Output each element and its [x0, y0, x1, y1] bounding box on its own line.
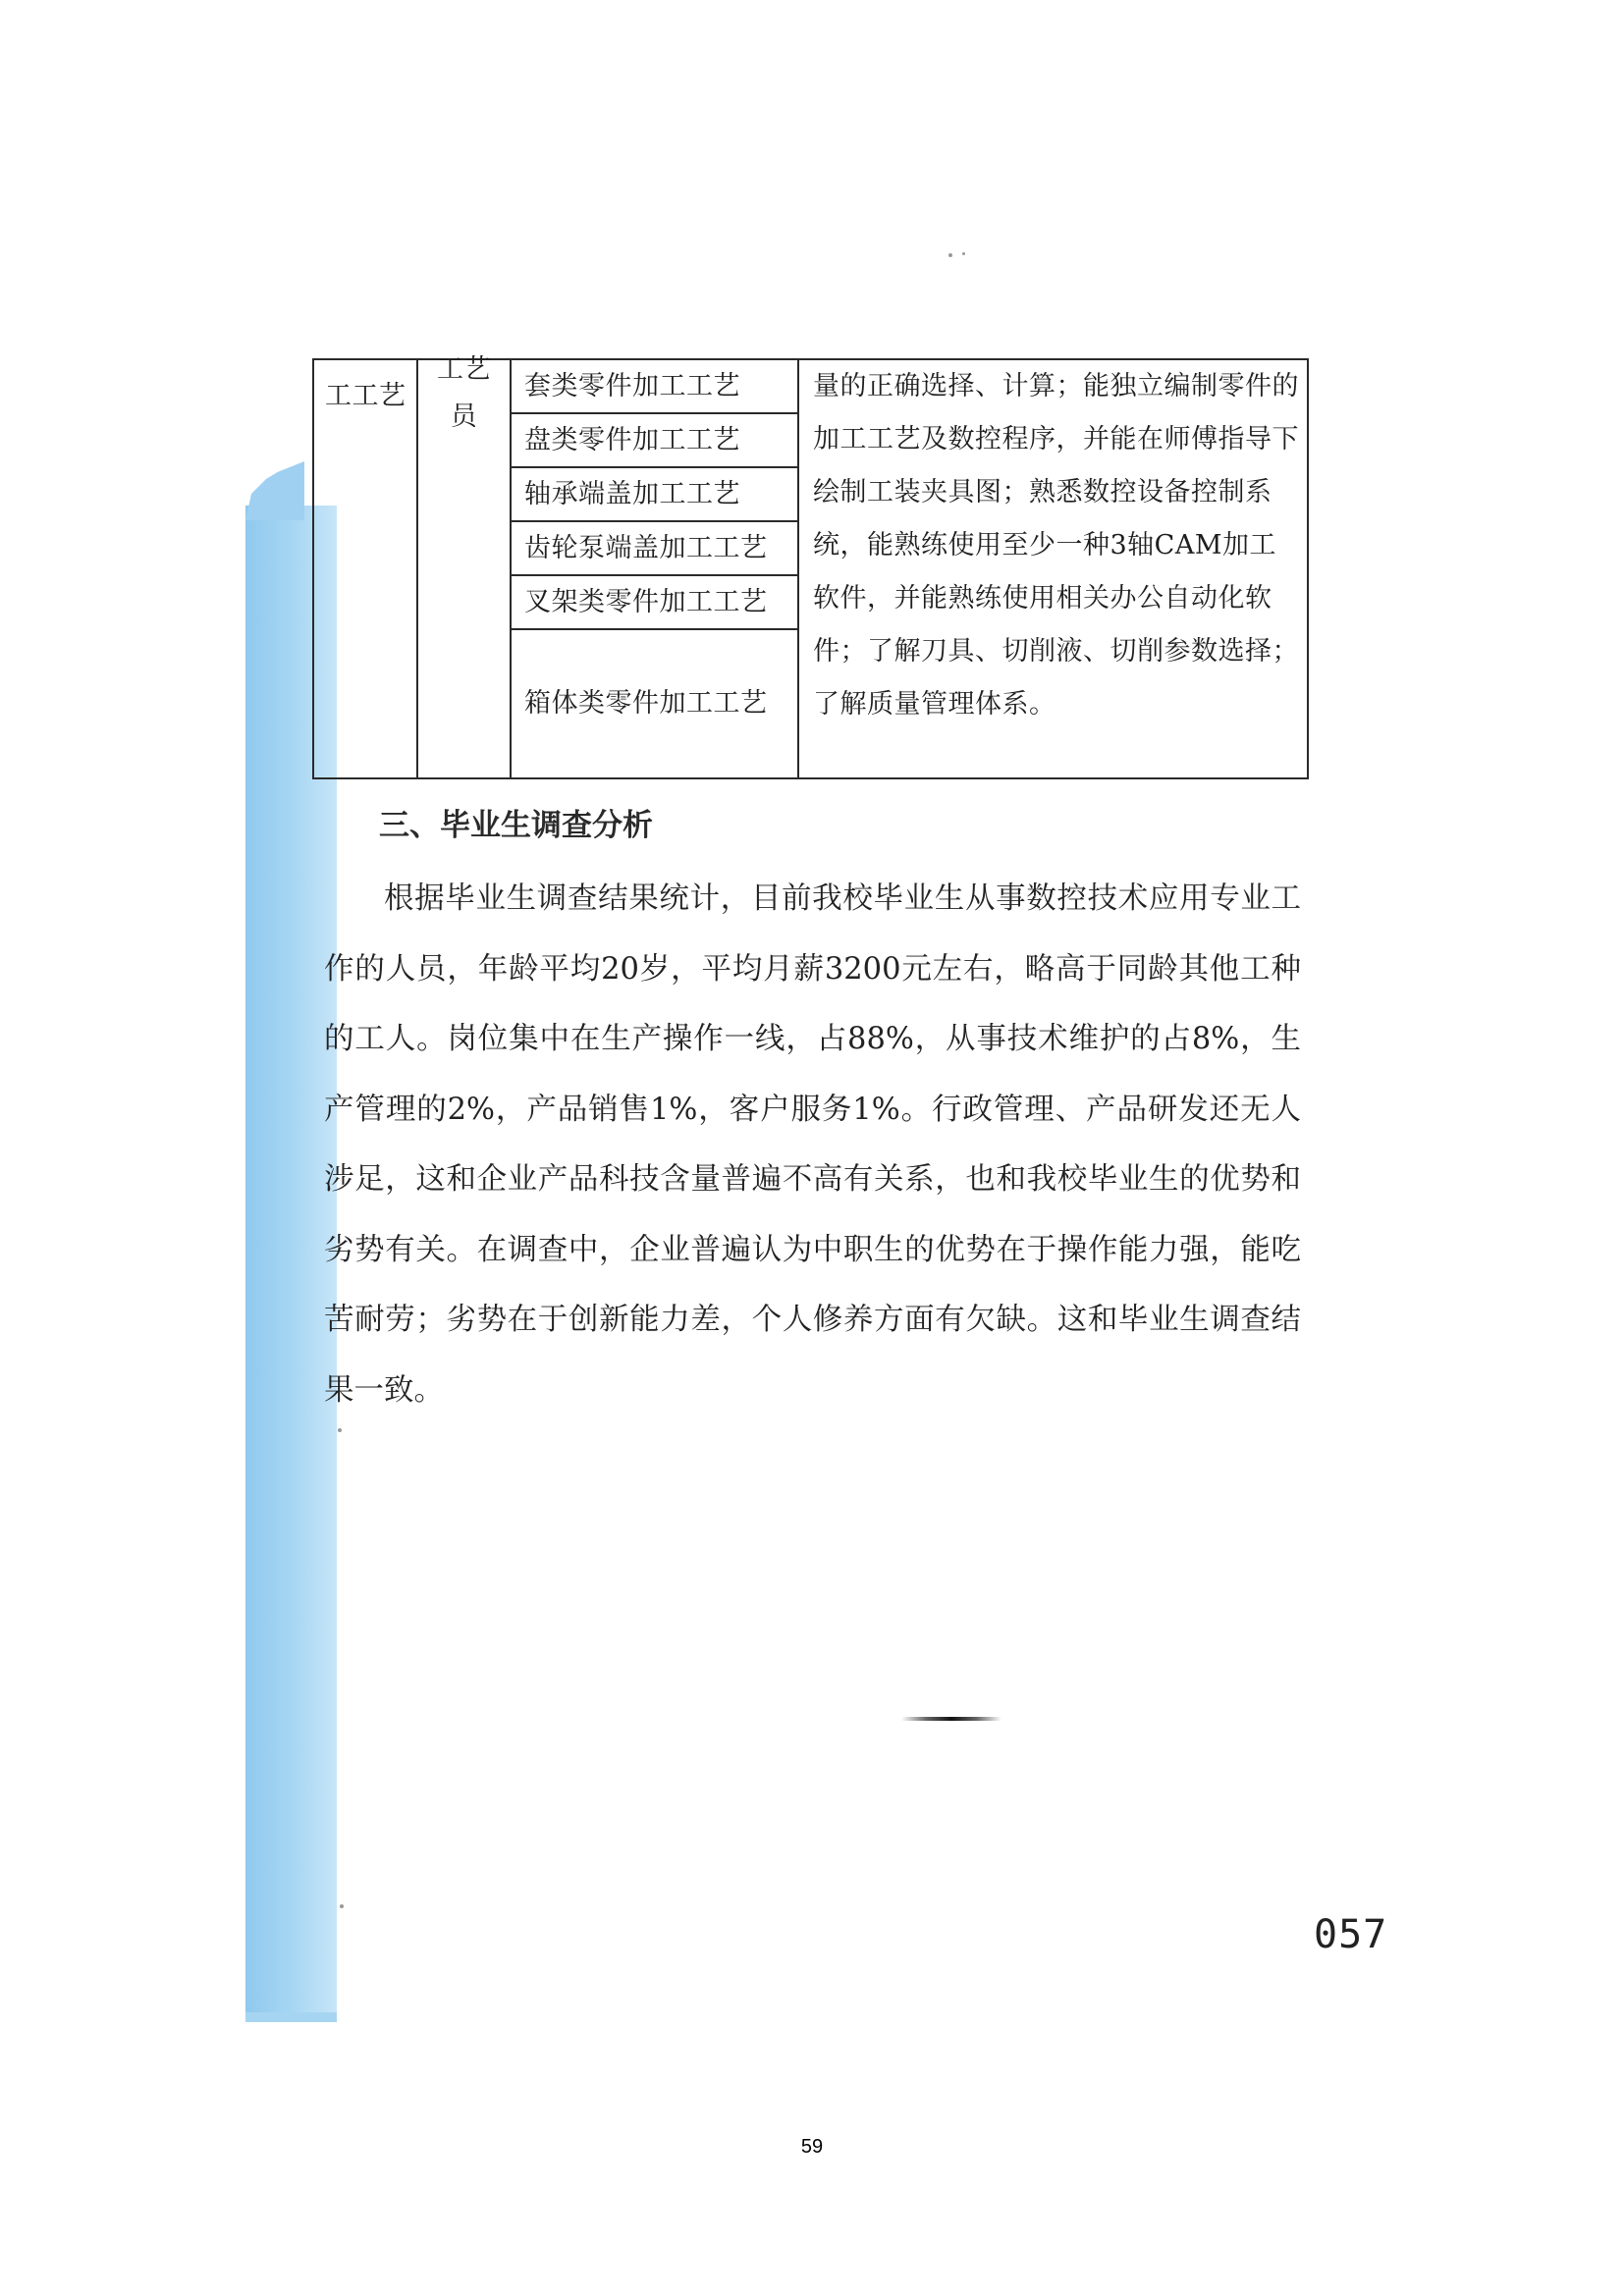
- process-table: [312, 354, 1309, 779]
- process-item: 齿轮泵端盖加工工艺: [524, 533, 768, 563]
- process-item: 叉架类零件加工工艺: [524, 587, 768, 617]
- table-cell-category: [313, 359, 417, 778]
- table-cell-requirements: [798, 359, 1308, 778]
- scan-page-number: 057: [1314, 1912, 1388, 1957]
- binding-strip-bottom: [245, 2012, 337, 2022]
- survey-paragraph: [324, 864, 1301, 1425]
- page-number: 59: [800, 2136, 824, 2158]
- table-cell-process: [511, 575, 798, 629]
- process-item: 套类零件加工工艺: [524, 371, 740, 401]
- table-cell-process: [511, 629, 798, 778]
- table-cell-process: [511, 359, 798, 413]
- section-heading: 三、毕业生调查分析: [379, 808, 653, 843]
- table-cell-process: [511, 521, 798, 575]
- requirements-text: 量的正确选择、计算；能独立编制零件的加工工艺及数控程序，并能在师傅指导下绘制工装夹具图；熟悉数控设备控制系统，能熟练使用至少一种3轴CAM加工软件，并能熟练使用相关办公自动化软件；了解刀具、切削液、切削参数选择；了解质量管理体系。: [813, 371, 1299, 720]
- decorative-dash-mark: [901, 1717, 1001, 1721]
- category-label: 工工艺: [325, 381, 406, 411]
- table-cell-process: [511, 413, 798, 467]
- scan-speck: [948, 253, 952, 257]
- process-item: 箱体类零件加工工艺: [524, 688, 768, 719]
- table-cell-process: [511, 467, 798, 521]
- scan-speck: [962, 252, 965, 255]
- process-item: 轴承端盖加工工艺: [524, 479, 740, 509]
- paragraph-text: 根据毕业生调查结果统计，目前我校毕业生从事数控技术应用专业工作的人员，年龄平均20岁，平均月薪3200元左右，略高于同龄其他工种的工人。岗位集中在生产操作一线，占88%，从事技术维护的占8%，生产管理的2%，产品销售1%，客户服务1%。行政管理、产品研发还无人涉足，这和企业产品科技含量普遍不高有关系，也和我校毕业生的优势和劣势有关。在调查中，企业普遍认为中职生的优势在于操作能力强，能吃苦耐劳；劣势在于创新能力差，个人修养方面有欠缺。这和毕业生调查结果一致。: [324, 881, 1301, 1408]
- scan-speck: [340, 1904, 344, 1908]
- table-cell-position: [417, 354, 511, 778]
- binding-strip-edge: [245, 461, 304, 520]
- process-item: 盘类零件加工工艺: [524, 425, 740, 455]
- scan-speck: [338, 1428, 342, 1432]
- position-label: 工艺员: [436, 354, 491, 432]
